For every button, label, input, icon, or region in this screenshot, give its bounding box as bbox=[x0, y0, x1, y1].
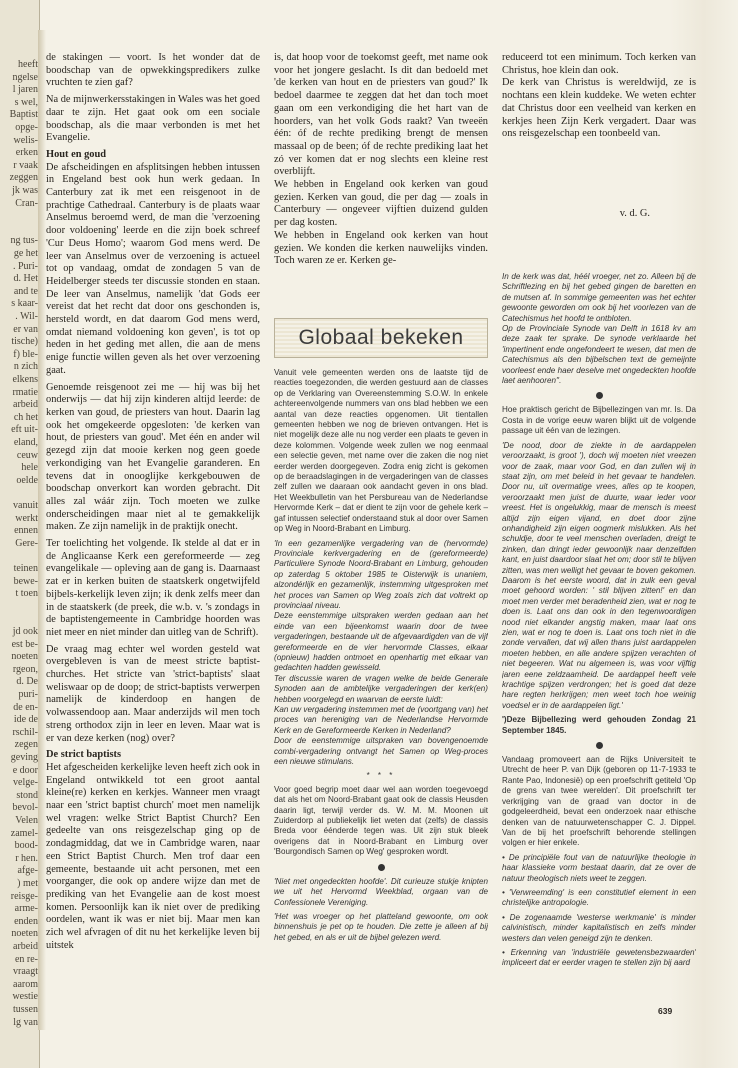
previous-page-fragment: . Wil- bbox=[15, 311, 38, 322]
previous-page-fragment: bewe- bbox=[13, 575, 38, 587]
author-signature: v. d. G. bbox=[619, 208, 650, 219]
previous-page-fragment: ) met bbox=[17, 878, 38, 889]
previous-page-fragment: erken bbox=[15, 147, 38, 159]
previous-page-fragment: rschil- bbox=[12, 726, 38, 738]
column-middle-top: is, dat hoop voor de toekomst geeft, met name ook voor het jongere geslacht. Is dit dan bedoeld met 'de kerken van hout en de priesters van goud?' Ik bedoel daarmee te zeggen dat het dan toch moet gaan om een verkondiging die het hart van de hoorders, van het volk Gods raakt? Van tweeën één: óf de rechte prediking brengt de mensen massaal op de been; óf de rechte prediking laat het zó ver komen dat er nog slechts een kleine rest overblijft. We hebben in Engeland ook kerken van goud gezien. Kerken van goud, die per dag — zoals in Canterbury — ongeveer vijftien duizend gulden per dag kosten. We hebben in Engeland ook kerken van hout gezien. We konden die kerken nauwelijks vinden. Toch waren ze er. Kerken ge- bbox=[274, 52, 488, 267]
previous-page-fragment: tische) bbox=[11, 336, 38, 348]
thesis-4: • Erkenning van 'industriële gewetensbezwaarden' impliceert dat er eerder vragen te stellen zijn bij aard bbox=[502, 947, 696, 968]
previous-page-fragment: . Puri- bbox=[13, 260, 38, 272]
previous-page-fragment: zamel- bbox=[10, 827, 38, 839]
previous-page-fragment: opge- bbox=[15, 122, 38, 133]
thesis-2: • 'Verwreemding' is een constitutief element in een christelijke antropologie. bbox=[502, 887, 696, 908]
section-title: Globaal bekeken bbox=[298, 326, 464, 349]
previous-page-edge bbox=[0, 0, 40, 1068]
page-number: 639 bbox=[658, 1006, 673, 1016]
previous-page-fragment: westie bbox=[12, 991, 38, 1003]
globaal-left-quote: 'In een gezamenlijke vergadering van de (hervormde) Provinciale kerkvergadering en de (gereformeerde) Particuliere Synode Noord-Brabant en Limburg, gehouden op zaterdag 5 oktober 1985 te Oisterwijk is unaniem, alzondérlijk en gezamenlijk, instemming uitgesproken met het proces van Samen op Weg zoals zich dat voltrekt op provinciaal niveau. Deze eenstemmige uitspraken werden gedaan aan het einde van een bijeenkomst waarin door de twee vergaderingen, bestaande uit de afgevaardigden van de vijf gereformeerde en de vier hervormde Classes, elkaar (opnieuw) hadden ontmoet en openhartig met elkaar van gedachten hadden gewisseld. Ter discussie waren de vragen welke de beide Generale Synoden aan de ambtelijke vergaderingen der kerk(en) hebben voorgelegd en waarvan de eerste luidt: Kan uw vergadering instemmen met de (voortgang van) het proces van hereniging van de Nederlandse Hervormde Kerk en de Gereformeerde Kerken in Nederland? Door de eenstemmige uitspraken van bovengenoemde combi-vergadering ontvangt het Samen op Weg-proces een nieuwe stimulans. bbox=[274, 538, 488, 767]
previous-page-fragment: aarom bbox=[13, 978, 38, 990]
col1-p4: Genoemde reisgenoot zei me — hij was bij het onderwijs — dat hij zijn kinderen altijd leerde: de kerken van goud, de priesters van hout. Daarin lag ook het omgekeerde opgesloten: 'de kerken van hout, de priesters van goud'. Met één en ander wil gezegd zijn dat mooie kerken nog geen goede verkondiging van het Evangelie garanderen. En tevens dat in onooglijke kerkgebouwen de boodschap onverkort kan worden gebracht. Dit alles zal wáár zijn. Toch moeten we zulke onderscheidingen maar niet al te gemakkelijk maken. Ze zijn namelijk in de praktijk onecht. bbox=[46, 381, 260, 533]
previous-page-fragment: welis- bbox=[13, 134, 38, 146]
thesis-1: • De principiële fout van de natuurlijke theologie in haar klassieke vorm bestaat daarin, dat ze over de natuur theologisch niets weet te zeggen. bbox=[502, 852, 696, 883]
previous-page-fragment: reisge- bbox=[10, 890, 38, 902]
previous-page-fragment: Cran- bbox=[15, 197, 38, 209]
previous-page-fragment: f) ble- bbox=[13, 348, 38, 360]
previous-page-fragment: arbeid bbox=[13, 399, 38, 411]
previous-page-fragment: Gere- bbox=[15, 537, 38, 549]
column-right-top: reduceerd tot een minimum. Toch kerken van Christus, hoe klein dan ook. De kerk van Christus is wereldwijd, ze is nochtans een klein kuddeke. We weten echter dat Christus door een veelheid van kerken en kerkjes heen Zijn Kerk vergadert. Daar was ons reisgezelschap een toonbeeld van. bbox=[502, 52, 696, 140]
previous-page-fragment: jk was bbox=[12, 185, 38, 196]
previous-page-fragment: elkens bbox=[12, 374, 38, 385]
col1-p3: De afscheidingen en afsplitsingen hebben intussen in Engeland best ook hun werk gedaan. In Canterbury zat ik met een reisgenoot in de prachtige Cathedraal. Canterbury is de plaats waar Anselmus beroemd werd, de man die 'verzoening door voldoening' leerde en die zijn boek schreef 'Cur Deus Homo'; waarom God mens werd. De leer van Anselmus over de verzoening is actueel tot op vandaag, omdat de zondagen 5 van de Heidelberger steeds ter discussie stonden en staan. De leer van Anselmus, namelijk 'dat Gods eer vereist dat het recht dat door ons geschonden is, hersteld wordt, en dat daarom God mens werd, omdat niemand voldoening kon geven', is tot op heden in het geding met allen, die aan de mens enige functie willen geven als het over verzoening gaat. bbox=[46, 161, 260, 376]
previous-page-fragment: r hen. bbox=[15, 852, 38, 864]
previous-page-fragment: rmatie bbox=[12, 386, 38, 398]
globaal-right-footnote: ')Deze Bijbellezing werd gehouden Zondag 21 September 1845. bbox=[502, 715, 696, 735]
column-left bbox=[46, 52, 260, 1022]
globaal-left-p4: 'Het was vroeger op het platteland gewoonte, om ook binnenshuis je pet op te houden. Die zette je alleen af bij het gebed, en als er uit de bijbel gelezen werd. bbox=[274, 911, 488, 942]
book-spine bbox=[38, 30, 46, 1030]
previous-page-fragment: ngelse bbox=[12, 71, 38, 83]
previous-page-fragment: est be- bbox=[11, 638, 38, 650]
previous-page-fragment: geving bbox=[10, 752, 38, 763]
previous-page-fragment: noeten bbox=[11, 651, 38, 663]
previous-page-fragment: stond bbox=[16, 789, 38, 801]
heading-strict-baptists: De strict baptists bbox=[46, 749, 122, 761]
bullet-divider bbox=[596, 392, 603, 399]
previous-page-fragment: s wel, bbox=[14, 96, 38, 108]
previous-page-fragment: and te bbox=[13, 285, 38, 297]
previous-page-fragment: oelde bbox=[16, 474, 38, 486]
previous-page-fragment: hele bbox=[21, 462, 38, 474]
bullet-divider bbox=[596, 742, 603, 749]
previous-page-fragment: noeten bbox=[11, 928, 38, 940]
previous-page-fragment: Baptist bbox=[9, 109, 38, 121]
previous-page-fragment: zegen bbox=[14, 739, 38, 751]
previous-page-fragment: d. Het bbox=[13, 273, 38, 285]
previous-page-fragment: ge het bbox=[13, 248, 38, 259]
col1-p5: Ter toelichting het volgende. Ik stelde al dat er in de Anglicaanse Kerk een gereformeerde — zeg evangelikale — opleving aan de gang is. Daarnaast zat er in kerken buiten de staatskerk ongetwijfeld bijbels-kerkelijk leven zijn; ik denk zelfs meer dan in de staatskerk (de preek, die w.b. v. 's zondags in de baptistengemeente in Cambridge hoorden was niet meer en niet minder dan uitleg van de Schrift). bbox=[46, 538, 260, 638]
previous-page-fragment: enden bbox=[14, 915, 38, 927]
globaal-left-p2: Voor goed begrip moet daar wel aan worden toegevoegd dat als het om Noord-Brabant gaat ook de classis Heusden daarin ligt, terwijl verder ds. W. M. M. Moonen uit Zuiderdorp al publiekelijk liet weten dat (zelfs) de classis Breda voor éénderde tegen was. Uit zijn stuk bleek overigens dat in Noord-Brabant en Limburg over 'Bourgondisch Samen op Weg' gesproken wordt. bbox=[274, 784, 488, 857]
previous-page-fragment: werkt bbox=[15, 512, 38, 524]
previous-page-fragment: en re- bbox=[14, 953, 38, 965]
previous-page-fragment: r vaak bbox=[13, 159, 38, 171]
previous-page-fragment: d. De bbox=[16, 676, 38, 688]
previous-page-fragment: velge- bbox=[13, 777, 38, 789]
previous-page-fragment: ng tus- bbox=[10, 235, 38, 247]
previous-page-fragment: ennen bbox=[14, 525, 38, 537]
previous-page-fragment: er van bbox=[13, 323, 38, 335]
col1-p7: Het afgescheiden kerkelijke leven heeft zich ook in Engeland ontwikkeld tot een groot aantal kleine(re) kerken en kerkjes. Wanneer men vraagt naar een 'strict baptist church' moet men namelijk wel vragen: welke Strict Baptist Church? Een gedeelte van ons reisgezelschap ging op de zondagmiddag, dat we in Cambridge waren, naar een Strict Baptist Church. Men trof daar een gemeente, bestaande uit acht personen, met een voorganger, die ook op andere wijze dan met de prediking van het Evangelie aan de kost moest komen. Persoonlijk kan ik niet over de prediking oordelen, want ik was er niet bij. Maar men kan zich wel afvragen of dit nu het kerkelijke leven bij uitstek bbox=[46, 761, 260, 951]
previous-page-fragment: zeggen bbox=[9, 172, 38, 184]
globaal-left-column bbox=[274, 368, 488, 1028]
globaal-right-p2: Hoe praktisch gericht de Bijbellezingen van mr. Is. Da Costa in de vorige eeuw waren blijkt uit de volgende passage uit één van de lezingen. bbox=[502, 405, 696, 436]
previous-page-fragment: tussen bbox=[13, 1004, 38, 1015]
thesis-3: • De zogenaamde 'westerse werkmanie' is minder calvinistisch, minder kapitalistisch en zelfs minder westers dan velen geneigd zijn te denken. bbox=[502, 912, 696, 943]
previous-page-fragment: ceuw bbox=[16, 449, 38, 461]
previous-page-fragment: bevol- bbox=[12, 802, 38, 814]
previous-page-fragment: puri- bbox=[18, 689, 38, 700]
previous-page-fragment: s kaar- bbox=[11, 298, 38, 310]
previous-page-fragment: afge- bbox=[17, 865, 38, 877]
previous-page-fragment: eft uit- bbox=[11, 424, 38, 436]
previous-page-fragment: jd ook bbox=[12, 626, 38, 637]
previous-page-fragment: eland, bbox=[13, 437, 38, 448]
previous-page-fragment: lg van bbox=[13, 1016, 38, 1028]
heading-hout-en-goud: Hout en goud bbox=[46, 148, 107, 160]
previous-page-fragment: Velen bbox=[15, 815, 38, 826]
previous-page-fragment: arme- bbox=[14, 903, 38, 915]
previous-page-fragment: vanuit bbox=[13, 500, 38, 511]
globaal-right-p3: Vandaag promoveert aan de Rijks Universiteit te Utrecht de heer P. van Dijk (geboren op 11-7-1933 te Rante Pao, Indonesië) op een proefschrift getiteld 'Op de grens van twee werelden'. Dit proefschrift ter verkrijging van de graad van doctor in de godgeleerdheid, bevat een onderzoek naar ethische denken van de natuurwetenschapper C. J. Dippel. Van de bij het proefschrift behorende stellingen volgen er hier enkele. bbox=[502, 755, 696, 848]
previous-page-fragment: e door bbox=[12, 764, 38, 776]
section-separator: * * * bbox=[366, 771, 396, 781]
previous-page-fragment: ch het bbox=[13, 411, 38, 423]
globaal-left-p3: 'Niet met ongedeckten hoofde'. Dit curieuze stukje knipten we uit het Hervormd Weekblad, orgaan van de Confessionele Vereniging. bbox=[274, 876, 488, 907]
previous-page-fragment: arbeid bbox=[13, 941, 38, 952]
article-page bbox=[46, 50, 696, 1025]
globaal-right-p1: In de kerk was dat, héél vroeger, net zo. Alleen bij de Schriftlezing en bij het gebed gingen de baretten en de mutsen af. In sommige gemeenten was het echter gewoonte geworden om ook bij het voorlezen van de Catechismus het hoofd te ontbloten. Op de Provinciale Synode van Delft in 1618 kv am deze zaak ter sprake. De synode verklaarde het 'impertinent ende ongefondeert te wesen, dat men de Catechismus als den bijbelschen text de gemeijnte voorleest ende haer deselve met ongedeckten hoofde laet aenhooren''. bbox=[502, 272, 696, 386]
previous-page-fragment: vraagt bbox=[13, 966, 38, 978]
globaal-left-p1: Vanuit vele gemeenten werden ons de laatste tijd de reacties toegezonden, die werden gestuurd aan de classes op de Verklaring van Overeenstemming S.O.W. In enkele achtereenvolgende nummers van ons blad hebben we een aantal van deze reacties opgenomen. Uit tientallen gemeenten hebben we nog de brieven ontvangen. Het is niet mogelijk deze alle nu nog verder een plaats te geven in deze kolommen. Volgende week zullen we nog eenmaal een selectie geven, met name over die zaken die nog niet eerder werden doorgegeven. Zodra enig zicht is gekomen op de beraadslagingen in de vergaderingen van de classes zelf zullen we daaraan ook aandacht geven in ons blad. Het Weekbulletin van het Persbureau van de Nederlandse Hervormde Kerk – dat er dient te zijn voor de gehele kerk – gaf intussen selectief onderstaand stuk al door over Samen op Weg in Noord-Brabant en Limburg. bbox=[274, 368, 488, 534]
col1-p6: De vraag mag echter wel worden gesteld wat overgebleven is van de meest stricte baptist-churches. Het stricte van 'strict-baptists' slaat weliswaar op de doop; de strict-baptists verwerpen namelijk de kinderdoop en hangen de volwassendoop aan. Maar anderzijds wil men toch streng orthodox zijn in leer en leven. Maar wat is er van deze kerken (nog) over? bbox=[46, 643, 260, 744]
previous-page-fragment: l jaren bbox=[12, 84, 38, 96]
globaal-right-column bbox=[502, 272, 696, 1017]
col1-intro: de stakingen — voort. Is het wonder dat de boodschap van de opwekkingspredikers zulke vruchten te zien gaf? bbox=[46, 52, 260, 89]
previous-page-fragment: bood- bbox=[14, 840, 38, 852]
previous-page-fragment: heeft bbox=[18, 59, 38, 70]
bullet-divider bbox=[378, 864, 385, 871]
col1-p2: Na de mijnwerkersstakingen in Wales was het goed daar te zijn. Het gaat ook om een sociale boodschap, als die maar verbonden is met het Evangelie. bbox=[46, 94, 260, 144]
previous-page-fragment: de en- bbox=[13, 701, 38, 713]
globaal-right-quote: 'De nood, door de ziekte in de aardappelen veroorzaakt, is groot '), doch wij moeten niet vreezen voor de zaak, maar voor God, en dan zullen wij in staat zijn, om met beleid in het gevaar te handelen. Door nu, uit overmatige vrees, alles op te koopen, veroorzaakt men juist de duurte, waar ieder voor vreest. Het is ongelukkig, maar de mensch is meest altijd zijn eigen vijand, en doet door zijne onhandigheid zijn eigen oogmerk mislukken. Als het schuldje, door te veel menschen overladen, dreigt te zinken, dan dringt ieder gewoonlijk naar denzelfden kant, en juist daardoor slaat het om; door stil te blijven zitten, was men welligt het gevaar te boven gekomen. Daarom is het eerste woord, dat in zulk een geval moet gehoord worden: ' stil blijven zitten!' en dan moet men verder met beradenheid zien, wat er nog te doen is. Laat ons dan ook in den tegenwoordigen nood niet elkander angstig maken, maar laat ons zien, wat er nog te doen is. Laat ons toch niet in die zonde vervallen, dat wij allen thans juist aardappelen moeten hebben, en alle andere spijzen verachten of niet begeeren. Wat nu algemeen is, was voor vijftig jaren eene zeldzaamheid. De aardappel heeft vele krachtige spijzen verdrongen; het is goed dat deze hare regten herkrijgen; men weet toch hoe weinig voedsel er in de aardappelen ligt.' bbox=[502, 440, 696, 710]
previous-page-fragment: ide de bbox=[13, 714, 38, 726]
previous-page-fragment: teinen bbox=[13, 563, 38, 574]
previous-page-fragment: rgeon, bbox=[12, 663, 38, 675]
previous-page-fragment: t toen bbox=[15, 588, 38, 600]
previous-page-fragment: n zich bbox=[13, 361, 38, 373]
section-title-box bbox=[274, 318, 488, 358]
